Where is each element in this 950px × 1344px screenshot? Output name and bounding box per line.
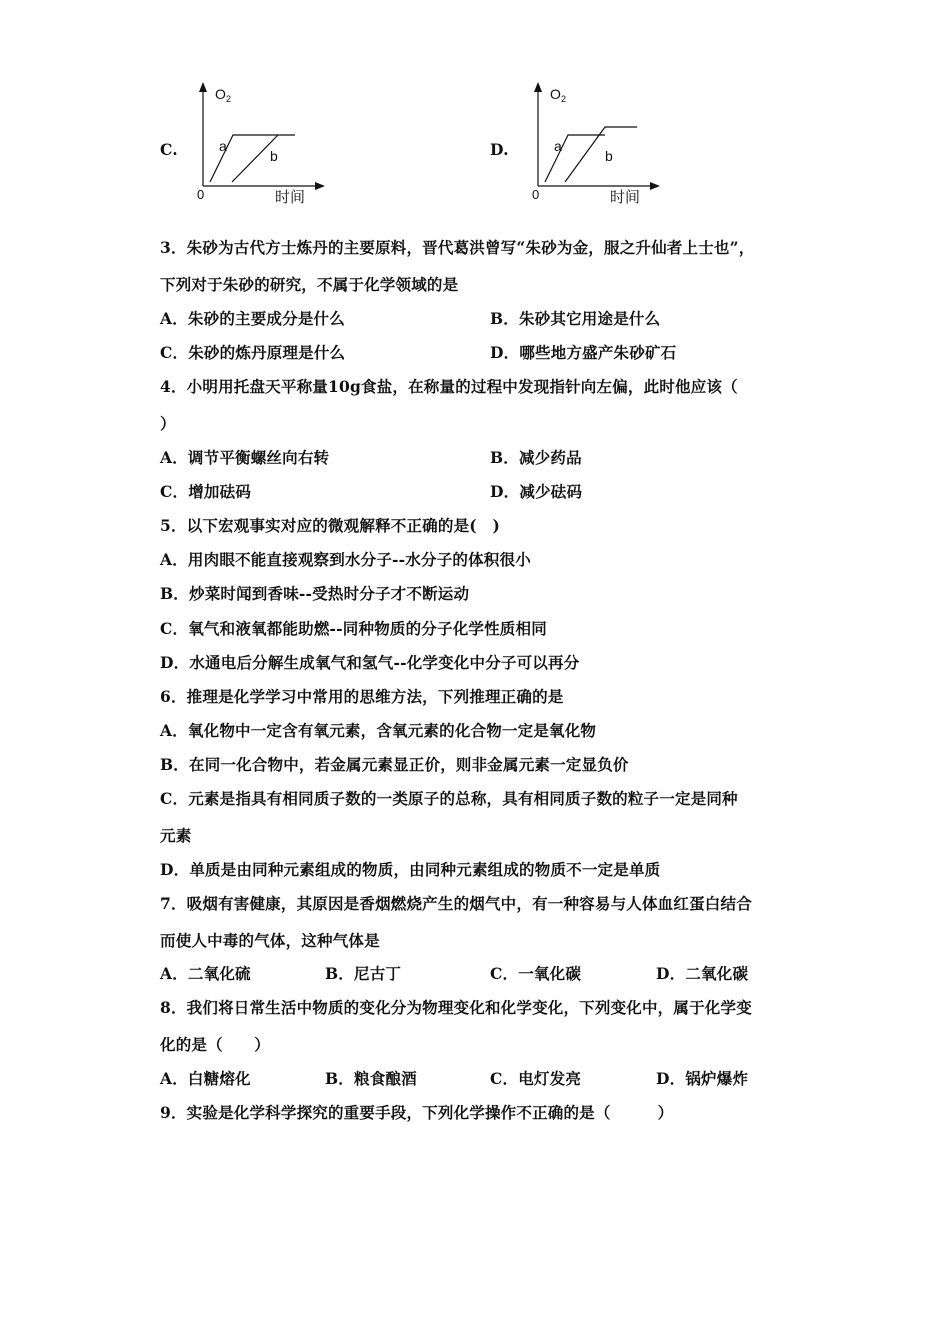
question-8-option-b: B．粮食酿酒 <box>325 1069 417 1088</box>
question-3-option-a: A．朱砂的主要成分是什么 <box>160 309 345 328</box>
y-axis-label: O <box>550 86 561 102</box>
question-6-option-c-line-2: 元素 <box>160 826 192 845</box>
graph-c <box>185 78 335 208</box>
option-label-d: D. <box>490 140 509 159</box>
line-b-label: b <box>270 148 278 164</box>
question-6-option-a: A．氧化物中一定含有氧元素，含氧元素的化合物一定是氧化物 <box>160 721 597 740</box>
x-axis-arrow <box>315 182 325 190</box>
question-8-stem-line-2: 化的是（ ） <box>160 1035 270 1054</box>
x-axis-arrow <box>650 182 660 190</box>
question-3-stem-line-1: 3．朱砂为古代方士炼丹的主要原料，晋代葛洪曾写“朱砂为金，服之升仙者上士也”， <box>160 238 755 257</box>
question-9-stem: 9．实验是化学科学探究的重要手段，下列化学操作不正确的是（ ） <box>160 1103 674 1122</box>
question-3-option-c: C．朱砂的炼丹原理是什么 <box>160 343 346 362</box>
question-4-stem-line-2: ） <box>160 414 176 433</box>
question-7-stem-line-2: 而使人中毒的气体，这种气体是 <box>160 931 380 950</box>
question-5-option-d: D．水通电后分解生成氧气和氢气--化学变化中分子可以再分 <box>160 653 580 672</box>
question-4-option-d: D．减少砝码 <box>490 482 583 501</box>
question-8-option-c: C．电灯发亮 <box>490 1069 582 1088</box>
question-4-option-c: C．增加砝码 <box>160 482 252 501</box>
question-7-stem-line-1: 7．吸烟有害健康，其原因是香烟燃烧产生的烟气中，有一种容易与人体血红蛋白结合 <box>160 894 752 913</box>
question-6-option-b: B．在同一化合物中，若金属元素显正价，则非金属元素一定显负价 <box>160 755 629 774</box>
question-7-option-a: A．二氧化硫 <box>160 964 251 983</box>
question-8-option-d: D．锅炉爆炸 <box>656 1069 749 1088</box>
question-7-option-b: B．尼古丁 <box>325 964 402 983</box>
question-3-option-b: B．朱砂其它用途是什么 <box>490 309 661 328</box>
x-axis-label: 时间 <box>275 189 306 206</box>
y-axis-label: O <box>215 86 226 102</box>
question-4-stem-line-1: 4．小明用托盘天平称量10g食盐，在称量的过程中发现指针向左偏，此时他应该（ <box>160 377 738 396</box>
question-5-option-a: A．用肉眼不能直接观察到水分子--水分子的体积很小 <box>160 550 531 569</box>
line-b-label: b <box>605 148 613 164</box>
question-5-stem: 5．以下宏观事实对应的微观解释不正确的是( ) <box>160 516 501 535</box>
question-6-stem: 6．推理是化学学习中常用的思维方法，下列推理正确的是 <box>160 687 564 706</box>
question-7-option-d: D．二氧化碳 <box>656 964 749 983</box>
line-a-label: a <box>219 138 227 154</box>
question-3-option-d: D．哪些地方盛产朱砂矿石 <box>490 343 677 362</box>
question-6-option-d: D．单质是由同种元素组成的物质，由同种元素组成的物质不一定是单质 <box>160 860 661 879</box>
origin-label: 0 <box>532 187 540 202</box>
question-8-stem-line-1: 8．我们将日常生活中物质的变化分为物理变化和化学变化，下列变化中，属于化学变 <box>160 998 752 1017</box>
y-axis-arrow <box>199 82 207 92</box>
question-8-option-a: A．白糖熔化 <box>160 1069 251 1088</box>
question-4-option-a: A．调节平衡螺丝向右转 <box>160 448 330 467</box>
question-6-option-c-line-1: C．元素是指具有相同质子数的一类原子的总称，具有相同质子数的粒子一定是同种 <box>160 789 738 808</box>
question-5-option-b: B．炒菜时闻到香味--受热时分子才不断运动 <box>160 584 470 603</box>
option-label-c: C. <box>160 140 178 159</box>
question-3-stem-line-2: 下列对于朱砂的研究，不属于化学领域的是 <box>160 275 459 294</box>
origin-label: 0 <box>197 187 205 202</box>
y-axis-subscript: 2 <box>226 94 232 104</box>
question-7-option-c: C．一氧化碳 <box>490 964 582 983</box>
question-4-option-b: B．减少药品 <box>490 448 582 467</box>
graph-d <box>520 78 670 208</box>
x-axis-label: 时间 <box>610 189 641 206</box>
y-axis-subscript: 2 <box>561 94 567 104</box>
y-axis-arrow <box>534 82 542 92</box>
line-a-label: a <box>554 138 562 154</box>
question-5-option-c: C．氧气和液氧都能助燃--同种物质的分子化学性质相同 <box>160 619 547 638</box>
